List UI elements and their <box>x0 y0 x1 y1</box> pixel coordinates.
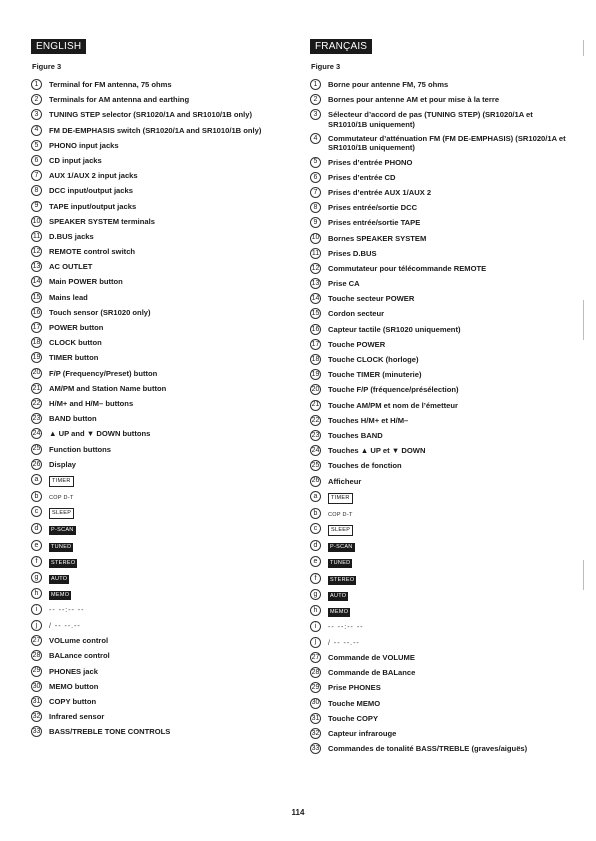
legend-item <box>31 712 291 722</box>
english-figure-label: Figure 3 <box>32 62 62 71</box>
item-text: Touche COPY <box>328 713 379 723</box>
display-segments: -- --:-- -- <box>49 607 85 615</box>
legend-item <box>31 80 291 90</box>
legend-item <box>310 699 572 709</box>
item-text: Terminals for AM antenna and earthing <box>49 95 190 105</box>
item-number: 8 <box>310 202 321 213</box>
item-text: Cordon secteur <box>328 309 385 319</box>
item-number: 7 <box>31 170 42 181</box>
item-number: 16 <box>310 324 321 335</box>
item-number: 12 <box>31 246 42 257</box>
legend-item <box>310 557 572 568</box>
item-number: 26 <box>31 459 42 470</box>
item-number: 29 <box>310 682 321 693</box>
legend-item <box>310 340 572 350</box>
item-number: 24 <box>310 445 321 456</box>
legend-item <box>310 431 572 441</box>
item-text: AUX 1/AUX 2 input jacks <box>49 171 138 181</box>
legend-item <box>310 279 572 289</box>
legend-item <box>31 636 291 646</box>
legend-item <box>31 445 291 455</box>
item-display-indicator <box>328 557 572 568</box>
item-number: 14 <box>310 293 321 304</box>
legend-item <box>310 541 572 552</box>
item-number: g <box>31 572 42 583</box>
item-number: 19 <box>310 369 321 380</box>
item-number: f <box>31 556 42 567</box>
item-text: Prises entrée/sortie TAPE <box>328 218 421 228</box>
item-number: 31 <box>31 696 42 707</box>
item-display-indicator <box>328 590 572 601</box>
item-number: j <box>31 620 42 631</box>
item-text: Prises d’entrée AUX 1/AUX 2 <box>328 187 432 197</box>
item-text: POWER button <box>49 323 104 332</box>
display-indicator-badge: AUTO <box>51 576 68 582</box>
legend-item <box>310 158 572 168</box>
display-indicator-badge: TIMER <box>49 476 74 487</box>
item-number: c <box>31 506 42 517</box>
item-text: SPEAKER SYSTEM terminals <box>49 216 155 226</box>
legend-item <box>310 744 572 754</box>
item-number: 17 <box>310 339 321 350</box>
legend-item <box>310 461 572 471</box>
item-number: 10 <box>31 216 42 227</box>
francais-column <box>310 36 572 754</box>
legend-item <box>31 171 291 181</box>
legend-item <box>31 682 291 692</box>
legend-item <box>310 218 572 228</box>
item-number: 13 <box>310 278 321 289</box>
display-indicator-badge: COP D-T <box>328 511 353 518</box>
item-number: 3 <box>310 109 321 120</box>
item-number: 5 <box>310 157 321 168</box>
item-text: D.BUS jacks <box>49 231 94 241</box>
item-text: Commandes de tonalité BASS/TREBLE (graves/aiguës) <box>328 744 528 754</box>
legend-item <box>31 589 291 600</box>
item-text: REMOTE control switch <box>49 247 136 257</box>
item-number: d <box>31 523 42 534</box>
item-number: 31 <box>310 713 321 724</box>
item-number: 22 <box>310 415 321 426</box>
legend-item <box>310 492 572 504</box>
legend-item <box>31 621 291 631</box>
item-text: CD input jacks <box>49 155 102 165</box>
legend-item <box>31 202 291 212</box>
item-text: Capteur infrarouge <box>328 728 397 738</box>
page-number: 114 <box>291 808 305 817</box>
item-number: 9 <box>31 201 42 212</box>
item-number: 18 <box>31 337 42 348</box>
legend-item <box>31 262 291 272</box>
item-text: Prises entrée/sortie DCC <box>328 203 418 213</box>
item-text: TAPE input/output jacks <box>49 201 137 211</box>
item-number: 27 <box>31 635 42 646</box>
item-number: 13 <box>31 261 42 272</box>
item-number: h <box>310 605 321 616</box>
item-text: BAND button <box>49 414 97 424</box>
item-number: 11 <box>310 248 321 259</box>
legend-item <box>310 134 572 152</box>
english-column <box>31 36 291 737</box>
legend-item <box>310 590 572 601</box>
legend-item <box>31 277 291 287</box>
display-indicator-badge: STEREO <box>330 576 355 583</box>
item-number: 22 <box>31 398 42 409</box>
item-display-indicator <box>328 524 572 536</box>
item-number: i <box>310 621 321 632</box>
item-number: 6 <box>310 172 321 183</box>
item-number: 29 <box>31 666 42 677</box>
item-number: b <box>31 491 42 502</box>
legend-item <box>310 234 572 244</box>
item-text: Main POWER button <box>49 277 123 287</box>
legend-item <box>31 247 291 257</box>
legend-item <box>310 668 572 678</box>
legend-item <box>310 110 572 128</box>
item-number: 30 <box>31 681 42 692</box>
item-text: H/M+ and H/M– buttons <box>49 398 134 408</box>
display-segments: / -- --.-- <box>328 639 360 647</box>
item-number: 17 <box>31 322 42 333</box>
item-text: VOLume control <box>49 636 109 646</box>
item-text: Prises D.BUS <box>328 248 377 258</box>
item-text: Sélecteur d’accord de pas (TUNING STEP) (SR1020/1A et SR1010/1B uniquement) <box>328 110 533 129</box>
legend-item <box>310 416 572 426</box>
legend-item <box>31 399 291 409</box>
item-text: Touche secteur POWER <box>328 294 415 304</box>
english-language-tab: ENGLISH <box>31 39 86 54</box>
item-text: Touches BAND <box>328 430 383 440</box>
item-text: Touches H/M+ et H/M– <box>328 415 409 425</box>
legend-item <box>31 605 291 615</box>
item-text: Terminal for FM antenna, 75 ohms <box>49 80 172 89</box>
legend-item <box>31 541 291 552</box>
francais-language-tab: FRANÇAIS <box>310 39 372 54</box>
item-number: 1 <box>31 79 42 90</box>
legend-item <box>31 369 291 379</box>
item-display-indicator <box>49 492 291 502</box>
item-number: 28 <box>310 667 321 678</box>
item-text: Touche CLOCK (horloge) <box>328 355 419 364</box>
item-number: f <box>310 573 321 584</box>
item-text: CLOCK button <box>49 338 102 348</box>
item-number: a <box>310 491 321 502</box>
legend-item <box>31 141 291 151</box>
item-number: c <box>310 523 321 534</box>
item-text: MEMO button <box>49 681 99 691</box>
item-number: j <box>310 637 321 648</box>
item-number: 12 <box>310 263 321 274</box>
item-text: FM DE-EMPHASIS switch (SR1020/1A and SR1010/1B only) <box>49 125 262 135</box>
display-indicator-badge: TUNED <box>51 543 72 550</box>
item-text: Prise CA <box>328 279 360 289</box>
item-number: 11 <box>31 231 42 242</box>
legend-item <box>310 309 572 319</box>
item-number: 33 <box>31 726 42 737</box>
item-text: Afficheur <box>328 476 362 486</box>
legend-item <box>310 683 572 693</box>
display-indicator-badge: MEMO <box>330 609 349 615</box>
item-number: 19 <box>31 352 42 363</box>
item-text: AM/PM and Station Name button <box>49 383 167 393</box>
item-text: Display <box>49 459 77 469</box>
legend-item <box>31 573 291 584</box>
item-text: DCC input/output jacks <box>49 186 133 196</box>
item-text: TUNING STEP selector (SR1020/1A and SR1010/1B only) <box>49 110 252 120</box>
legend-item <box>31 492 291 502</box>
legend-item <box>310 95 572 105</box>
display-indicator-badge: STEREO <box>51 559 76 566</box>
item-number: 25 <box>31 444 42 455</box>
item-number: 23 <box>310 430 321 441</box>
item-display-indicator <box>328 606 572 617</box>
item-number: 23 <box>31 413 42 424</box>
item-number: 15 <box>31 292 42 303</box>
item-text: Prises d’entrée PHONO <box>328 157 413 167</box>
legend-item <box>31 110 291 120</box>
display-indicator-badge: SLEEP <box>328 525 353 536</box>
item-text: Bornes pour antenne AM et pour mise à la terre <box>328 95 500 105</box>
legend-item <box>310 385 572 395</box>
display-indicator-badge: MEMO <box>51 592 70 599</box>
item-number: 20 <box>31 368 42 379</box>
legend-item <box>310 653 572 663</box>
item-display-segments <box>49 605 291 615</box>
display-indicator-badge: TUNED <box>330 560 351 567</box>
item-text: Capteur tactile (SR1020 uniquement) <box>328 324 461 334</box>
item-number: e <box>310 556 321 567</box>
legend-item <box>310 524 572 536</box>
item-display-segments <box>328 638 572 648</box>
legend-item <box>31 95 291 105</box>
item-text: Touches de fonction <box>328 461 402 471</box>
item-number: 14 <box>31 276 42 287</box>
item-number: 32 <box>310 728 321 739</box>
legend-item <box>310 355 572 365</box>
legend-item <box>31 524 291 535</box>
item-text: Prise PHONES <box>328 683 381 693</box>
item-number: 20 <box>310 384 321 395</box>
item-number: i <box>31 604 42 615</box>
item-display-indicator <box>328 492 572 504</box>
legend-item <box>31 697 291 707</box>
item-text: ▲ UP and ▼ DOWN buttons <box>49 429 151 439</box>
legend-item <box>310 714 572 724</box>
item-text: Commande de BALance <box>328 668 416 678</box>
item-text: Commutateur d’atténuation FM (FM DE-EMPHASIS) (SR1020/1A et SR1010/1B uniquement) <box>328 133 566 153</box>
item-text: BASS/TREBLE TONE CONTROLS <box>49 727 171 737</box>
legend-item <box>310 509 572 519</box>
item-text: Prises d’entrée CD <box>328 172 396 182</box>
item-display-indicator <box>328 541 572 552</box>
legend-item <box>31 156 291 166</box>
legend-item <box>310 729 572 739</box>
display-indicator-badge: SLEEP <box>49 508 74 519</box>
item-text: PHONES jack <box>49 666 98 676</box>
item-display-indicator <box>49 557 291 568</box>
legend-item <box>310 325 572 335</box>
item-number: 27 <box>310 652 321 663</box>
legend-item <box>310 370 572 380</box>
legend-item <box>310 622 572 632</box>
item-number: 30 <box>310 698 321 709</box>
item-display-indicator <box>49 541 291 552</box>
display-indicator-badge: TIMER <box>328 493 353 504</box>
item-number: 24 <box>31 428 42 439</box>
item-display-indicator <box>328 509 572 519</box>
legend-item <box>310 80 572 90</box>
item-number: g <box>310 589 321 600</box>
item-display-indicator <box>49 589 291 600</box>
margin-mark <box>583 300 584 340</box>
legend-item <box>31 232 291 242</box>
item-text: Infrared sensor <box>49 712 105 722</box>
margin-mark <box>583 40 584 56</box>
legend-item <box>31 308 291 318</box>
item-text: COPY button <box>49 696 97 706</box>
legend-item <box>310 638 572 648</box>
item-number: 3 <box>31 109 42 120</box>
item-text: Touche F/P (fréquence/présélection) <box>328 385 459 395</box>
legend-item <box>31 557 291 568</box>
item-text: Bornes SPEAKER SYSTEM <box>328 233 427 243</box>
legend-item <box>31 667 291 677</box>
item-text: Touche AM/PM et nom de l’émetteur <box>328 400 458 410</box>
item-text: PHONO input jacks <box>49 140 119 150</box>
item-display-indicator <box>49 507 291 519</box>
legend-item <box>31 727 291 737</box>
legend-item <box>310 173 572 183</box>
legend-item <box>31 475 291 487</box>
item-number: 10 <box>310 233 321 244</box>
item-text: Function buttons <box>49 444 111 454</box>
display-segments: -- --:-- -- <box>328 624 364 632</box>
legend-item <box>310 294 572 304</box>
item-display-indicator <box>49 475 291 487</box>
item-number: 16 <box>31 307 42 318</box>
display-indicator-badge: P-SCAN <box>51 527 74 534</box>
item-text: Commande de VOLUME <box>328 652 415 662</box>
legend-item <box>310 401 572 411</box>
item-number: 8 <box>31 185 42 196</box>
legend-item <box>31 323 291 333</box>
item-number: h <box>31 588 42 599</box>
francais-legend-list <box>310 80 572 754</box>
item-number: 18 <box>310 354 321 365</box>
item-text: TIMER button <box>49 353 99 363</box>
item-text: Mains lead <box>49 292 88 302</box>
francais-figure-label: Figure 3 <box>311 62 341 71</box>
legend-item <box>310 249 572 259</box>
item-text: BALance control <box>49 651 110 661</box>
display-segments: / -- --.-- <box>49 622 81 630</box>
item-display-indicator <box>49 573 291 584</box>
legend-item <box>31 651 291 661</box>
display-indicator-badge: P-SCAN <box>330 544 353 551</box>
legend-item <box>31 126 291 136</box>
item-number: 15 <box>310 308 321 319</box>
legend-item <box>310 203 572 213</box>
legend-item <box>310 188 572 198</box>
item-text: Touche MEMO <box>328 698 381 708</box>
item-display-segments <box>49 621 291 631</box>
item-number: d <box>310 540 321 551</box>
legend-item <box>310 477 572 487</box>
legend-item <box>31 217 291 227</box>
item-text: Touche TIMER (minuterie) <box>328 370 422 380</box>
item-text: F/P (Frequency/Preset) button <box>49 368 158 378</box>
legend-item <box>310 574 572 585</box>
item-number: 5 <box>31 140 42 151</box>
item-display-indicator <box>328 574 572 585</box>
legend-item <box>310 446 572 456</box>
item-display-segments <box>328 622 572 632</box>
item-text: Touches ▲ UP et ▼ DOWN <box>328 446 426 456</box>
legend-item <box>310 264 572 274</box>
item-number: a <box>31 474 42 485</box>
item-number: 7 <box>310 187 321 198</box>
item-number: 2 <box>31 94 42 105</box>
item-number: 25 <box>310 460 321 471</box>
item-text: Commutateur pour télécommande REMOTE <box>328 263 487 273</box>
legend-item <box>31 460 291 470</box>
legend-item <box>31 414 291 424</box>
item-number: 33 <box>310 743 321 754</box>
legend-item <box>31 384 291 394</box>
legend-item <box>31 293 291 303</box>
item-number: 26 <box>310 476 321 487</box>
item-number: 21 <box>310 400 321 411</box>
item-number: 28 <box>31 650 42 661</box>
item-number: b <box>310 508 321 519</box>
legend-item <box>31 186 291 196</box>
item-number: 4 <box>31 125 42 136</box>
item-display-indicator <box>49 524 291 535</box>
legend-item <box>310 606 572 617</box>
legend-item <box>31 429 291 439</box>
legend-item <box>31 338 291 348</box>
item-text: Touche POWER <box>328 339 386 349</box>
margin-mark <box>583 560 584 590</box>
item-number: 6 <box>31 155 42 166</box>
item-number: 32 <box>31 711 42 722</box>
item-number: 1 <box>310 79 321 90</box>
item-text: AC OUTLET <box>49 262 93 272</box>
english-legend-list <box>31 80 291 737</box>
item-text: Borne pour antenne FM, 75 ohms <box>328 80 449 89</box>
display-indicator-badge: AUTO <box>330 592 347 599</box>
item-number: 2 <box>310 94 321 105</box>
item-number: 9 <box>310 217 321 228</box>
item-text: Touch sensor (SR1020 only) <box>49 307 151 317</box>
legend-item <box>31 353 291 363</box>
item-number: 4 <box>310 133 321 144</box>
item-number: 21 <box>31 383 42 394</box>
display-indicator-badge: COP D-T <box>49 495 74 502</box>
legend-item <box>31 507 291 519</box>
item-number: e <box>31 540 42 551</box>
